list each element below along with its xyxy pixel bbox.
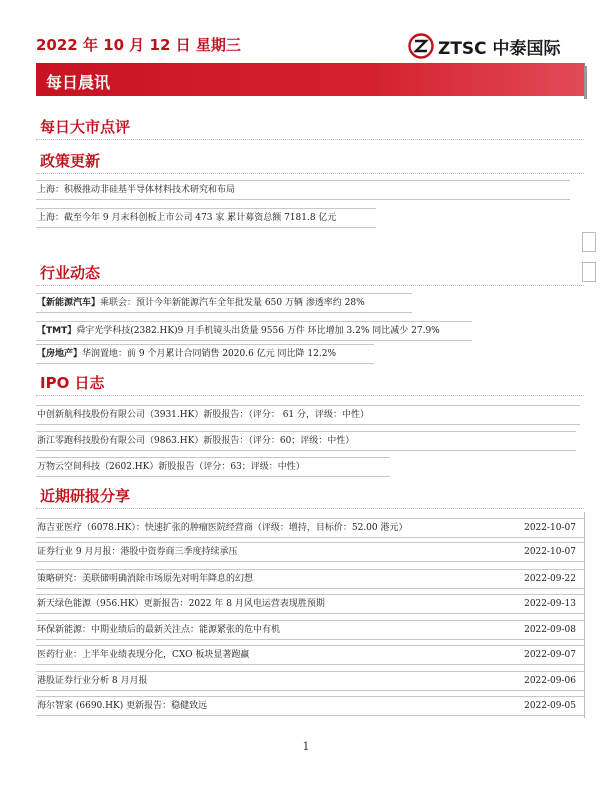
- banner-shadow: [584, 66, 587, 99]
- table-row[interactable]: [36, 569, 584, 589]
- item-text: 华润置地：前 9 个月累计合同销售 2020.6 亿元 同比降 12.2%: [82, 349, 336, 359]
- logo-text: ZTSC 中泰国际: [438, 38, 561, 59]
- report-date-cell: 2022-09-07: [524, 650, 576, 660]
- section-title-industry: 行业动态: [40, 264, 101, 282]
- list-item[interactable]: 上海：截至今年 9 月末科创板上市公司 473 家 累计募资总额 7181.8 亿元: [36, 208, 376, 228]
- title-banner: [36, 63, 585, 96]
- section-divider: [36, 139, 584, 140]
- section-title-market: 每日大市点评: [40, 118, 131, 136]
- report-date-cell: 2022-09-05: [524, 701, 576, 711]
- table-row[interactable]: [36, 542, 584, 562]
- section-divider: [36, 173, 584, 174]
- table-row[interactable]: [36, 671, 584, 691]
- report-date-cell: 2022-10-07: [524, 523, 576, 533]
- report-title: 医药行业：上半年业绩表现分化，CXO 板块显著跑赢: [37, 650, 250, 660]
- report-title: 策略研究：美联储明确消除市场原先对明年降息的幻想: [37, 574, 254, 584]
- table-border: [584, 512, 585, 718]
- report-date-cell: 2022-09-13: [524, 599, 576, 609]
- table-row[interactable]: [36, 518, 584, 538]
- report-date-cell: 2022-09-06: [524, 676, 576, 686]
- table-cell: [582, 262, 596, 282]
- report-title: 海吉亚医疗（6078.HK）：快速扩张的肿瘤医院经营商（评级：增持，目标价：52.00 港元）: [37, 523, 408, 533]
- list-item[interactable]: [36, 321, 472, 341]
- banner-title: 每日晨讯: [46, 73, 111, 92]
- item-tag: 【TMT】: [37, 326, 77, 336]
- report-date: 2022 年 10 月 12 日 星期三: [36, 36, 241, 54]
- list-item[interactable]: 万物云空间科技（2602.HK）新股报告（评分：63；评级：中性）: [36, 457, 390, 477]
- item-text: 舜宇光学科技(2382.HK)9 月手机镜头出货量 9556 万件 环比增加 3.2% 同比减少 27.9%: [76, 326, 440, 336]
- report-date-cell: 2022-09-22: [524, 574, 576, 584]
- list-item[interactable]: [36, 293, 412, 313]
- table-cell: [582, 232, 596, 252]
- list-item[interactable]: 浙江零跑科技股份有限公司（9863.HK）新股报告：（评分：60；评级：中性）: [36, 431, 576, 451]
- section-title-policy: 政策更新: [40, 152, 101, 170]
- item-tag: 【新能源汽车】: [37, 298, 101, 308]
- report-title: 证券行业 9 月月报：港股中资券商三季度持续承压: [37, 547, 238, 557]
- report-title: 海尔智家 (6690.HK) 更新报告：稳健致远: [37, 701, 208, 711]
- ztsc-logo-icon: [408, 33, 434, 59]
- section-title-research: 近期研报分享: [40, 487, 131, 505]
- section-divider: [36, 285, 584, 286]
- report-title: 新天绿色能源（956.HK）更新报告：2022 年 8 月风电运营表现胜预期: [37, 599, 325, 609]
- item-text: 乘联会：预计今年新能源汽车全年批发量 650 万辆 渗透率约 28%: [100, 298, 365, 308]
- table-row[interactable]: [36, 696, 584, 716]
- section-divider: [36, 395, 584, 396]
- section-title-ipo: IPO 日志: [40, 374, 105, 392]
- report-title: 港股证券行业分析 8 月月报: [37, 676, 148, 686]
- table-row[interactable]: [36, 594, 584, 614]
- list-item[interactable]: [36, 344, 374, 364]
- page-number: 1: [302, 740, 310, 753]
- report-title: 环保新能源：中期业绩后的最新关注点：能源紧张的危中有机: [37, 625, 281, 635]
- list-item[interactable]: 中创新航科技股份有限公司（3931.HK）新股报告：（评分： 61 分，评级：中性）: [36, 405, 580, 425]
- item-tag: 【房地产】: [37, 349, 83, 359]
- table-row[interactable]: [36, 620, 584, 640]
- report-date-cell: 2022-09-08: [524, 625, 576, 635]
- list-item[interactable]: 上海：积极推动非硅基半导体材料技术研究和布局: [36, 180, 570, 200]
- report-date-cell: 2022-10-07: [524, 547, 576, 557]
- table-row[interactable]: [36, 645, 584, 665]
- company-logo: [408, 32, 561, 60]
- section-divider: [36, 508, 584, 509]
